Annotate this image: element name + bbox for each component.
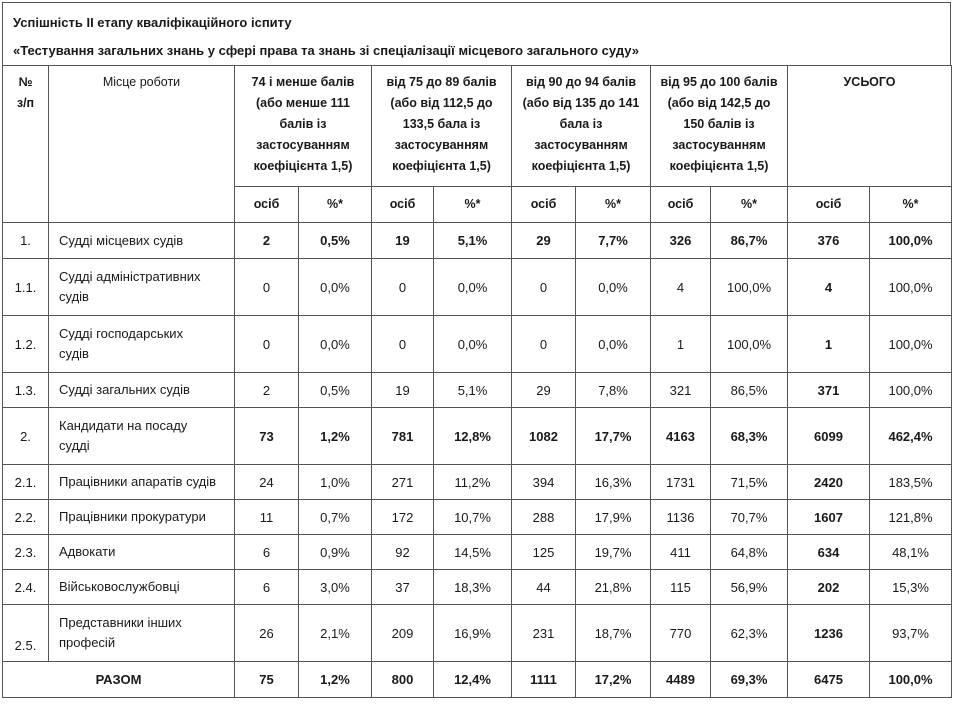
- row-place-line: Кандидати на посаду: [59, 418, 188, 433]
- header-row: [3, 66, 952, 187]
- header-group-line: коефіцієнта 1,5): [253, 159, 353, 173]
- cell-pct: 16,3%: [576, 465, 651, 500]
- header-group-line: від 95 до 100 балів: [660, 75, 778, 89]
- row-index: 2.3.: [3, 535, 49, 570]
- cell-pct: 7,7%: [576, 223, 651, 259]
- cell-count: 2: [235, 223, 299, 259]
- header-group: [788, 66, 952, 187]
- cell-pct: 48,1%: [870, 535, 952, 570]
- total-pct: 12,4%: [434, 662, 512, 698]
- cell-count: 781: [372, 408, 434, 465]
- row-index: 1.1.: [3, 259, 49, 316]
- cell-count: 11: [235, 500, 299, 535]
- cell-pct: 93,7%: [870, 605, 952, 662]
- cell-pct: 70,7%: [711, 500, 788, 535]
- header-group-line: (або від 142,5 до: [667, 96, 771, 110]
- cell-pct: 462,4%: [870, 408, 952, 465]
- subheader-count: осіб: [372, 187, 434, 223]
- cell-pct: 121,8%: [870, 500, 952, 535]
- cell-pct: 0,0%: [434, 259, 512, 316]
- cell-pct: 15,3%: [870, 570, 952, 605]
- subheader-count: осіб: [235, 187, 299, 223]
- cell-pct: 100,0%: [711, 316, 788, 373]
- cell-count: 37: [372, 570, 434, 605]
- total-pct: 17,2%: [576, 662, 651, 698]
- cell-count: 125: [512, 535, 576, 570]
- cell-count: 1082: [512, 408, 576, 465]
- title-line-1: Успішність ІІ етапу кваліфікаційного іспиту: [13, 15, 292, 30]
- cell-count: 4163: [651, 408, 711, 465]
- cell-pct: 5,1%: [434, 373, 512, 408]
- total-pct: 1,2%: [299, 662, 372, 698]
- cell-pct: 71,5%: [711, 465, 788, 500]
- table-row: [3, 259, 952, 316]
- cell-pct: 2,1%: [299, 605, 372, 662]
- table-row: [3, 535, 952, 570]
- total-label: РАЗОМ: [3, 662, 235, 698]
- cell-pct: 86,7%: [711, 223, 788, 259]
- cell-pct: 0,0%: [299, 259, 372, 316]
- header-group-line: УСЬОГО: [843, 75, 896, 89]
- header-group-line: (або від 112,5 до: [390, 96, 493, 110]
- cell-pct: 0,9%: [299, 535, 372, 570]
- header-group-line: застосуванням: [534, 138, 628, 152]
- cell-pct: 10,7%: [434, 500, 512, 535]
- cell-pct: 19,7%: [576, 535, 651, 570]
- header-group-line: бала із: [559, 117, 603, 131]
- subheader-pct: %*: [434, 187, 512, 223]
- row-place: [49, 605, 235, 662]
- cell-count: 0: [512, 259, 576, 316]
- results-table: [2, 65, 952, 698]
- cell-pct: 56,9%: [711, 570, 788, 605]
- cell-count: 6: [235, 535, 299, 570]
- cell-pct: 0,0%: [576, 316, 651, 373]
- cell-count: 4: [788, 259, 870, 316]
- row-index: 2.1.: [3, 465, 49, 500]
- cell-count: 202: [788, 570, 870, 605]
- cell-pct: 7,8%: [576, 373, 651, 408]
- header-group-line: від 90 до 94 балів: [525, 75, 637, 89]
- table-row: [3, 316, 952, 373]
- row-place-line: Представники інших: [59, 615, 182, 630]
- subheader-pct: %*: [870, 187, 952, 223]
- table-row: [3, 570, 952, 605]
- header-group-line: 133,5 бала із: [402, 117, 481, 131]
- cell-pct: 17,9%: [576, 500, 651, 535]
- cell-pct: 5,1%: [434, 223, 512, 259]
- cell-pct: 18,7%: [576, 605, 651, 662]
- total-row: [3, 662, 952, 698]
- header-group-line: (або менше 111: [255, 96, 350, 110]
- cell-count: 6099: [788, 408, 870, 465]
- cell-count: 29: [512, 223, 576, 259]
- title-line-2: «Тестування загальних знань у сфері права та знань зі спеціалізації місцевого загального суду»: [13, 43, 640, 58]
- row-index: 2.5.: [3, 605, 49, 662]
- cell-count: 1607: [788, 500, 870, 535]
- cell-count: 0: [235, 316, 299, 373]
- cell-pct: 86,5%: [711, 373, 788, 408]
- cell-count: 2420: [788, 465, 870, 500]
- header-group-line: застосуванням: [256, 138, 350, 152]
- cell-count: 0: [512, 316, 576, 373]
- cell-count: 271: [372, 465, 434, 500]
- header-place: Місце роботи: [49, 66, 235, 223]
- header-group-line: 74 і менше балів: [251, 75, 355, 89]
- total-count: 6475: [788, 662, 870, 698]
- cell-pct: 183,5%: [870, 465, 952, 500]
- row-place-line: Судді загальних судів: [59, 382, 190, 397]
- cell-count: 2: [235, 373, 299, 408]
- row-place: [49, 535, 235, 570]
- row-place: [49, 465, 235, 500]
- row-place: [49, 259, 235, 316]
- total-count: 800: [372, 662, 434, 698]
- cell-count: 6: [235, 570, 299, 605]
- cell-count: 0: [372, 259, 434, 316]
- cell-count: 172: [372, 500, 434, 535]
- subheader-pct: %*: [711, 187, 788, 223]
- header-group: [651, 66, 788, 187]
- table-row: [3, 465, 952, 500]
- row-place-line: судів: [59, 346, 89, 361]
- row-index: 1.: [3, 223, 49, 259]
- header-group-line: коефіцієнта 1,5): [392, 159, 491, 173]
- cell-pct: 100,0%: [870, 223, 952, 259]
- cell-pct: 100,0%: [870, 316, 952, 373]
- cell-pct: 11,2%: [434, 465, 512, 500]
- cell-count: 1: [651, 316, 711, 373]
- header-index-line: №: [18, 75, 33, 89]
- header-group-line: 150 балів із: [683, 117, 755, 131]
- total-count: 75: [235, 662, 299, 698]
- cell-pct: 14,5%: [434, 535, 512, 570]
- row-place: [49, 316, 235, 373]
- cell-pct: 62,3%: [711, 605, 788, 662]
- cell-count: 321: [651, 373, 711, 408]
- cell-count: 19: [372, 373, 434, 408]
- total-count: 4489: [651, 662, 711, 698]
- cell-count: 376: [788, 223, 870, 259]
- row-index: 1.3.: [3, 373, 49, 408]
- cell-count: 0: [372, 316, 434, 373]
- cell-pct: 100,0%: [870, 259, 952, 316]
- cell-count: 1236: [788, 605, 870, 662]
- cell-count: 634: [788, 535, 870, 570]
- total-count: 1111: [512, 662, 576, 698]
- header-index: [3, 66, 49, 223]
- cell-pct: 68,3%: [711, 408, 788, 465]
- cell-count: 24: [235, 465, 299, 500]
- subheader-pct: %*: [576, 187, 651, 223]
- row-index: 2.: [3, 408, 49, 465]
- row-place-line: Працівники апаратів судів: [59, 474, 217, 489]
- header-group: [235, 66, 372, 187]
- cell-pct: 0,0%: [434, 316, 512, 373]
- header-group-line: застосуванням: [394, 138, 489, 152]
- row-place-line: Судді місцевих судів: [59, 232, 184, 248]
- row-index: 2.4.: [3, 570, 49, 605]
- row-place: [49, 223, 235, 259]
- cell-pct: 16,9%: [434, 605, 512, 662]
- cell-count: 44: [512, 570, 576, 605]
- row-place: [49, 408, 235, 465]
- table-row: [3, 500, 952, 535]
- cell-pct: 1,0%: [299, 465, 372, 500]
- table-row: [3, 373, 952, 408]
- cell-count: 1: [788, 316, 870, 373]
- row-place-line: Адвокати: [59, 544, 116, 559]
- cell-count: 371: [788, 373, 870, 408]
- cell-count: 411: [651, 535, 711, 570]
- subheader-count: осіб: [788, 187, 870, 223]
- table-row: [3, 605, 952, 662]
- cell-count: 19: [372, 223, 434, 259]
- cell-pct: 0,5%: [299, 223, 372, 259]
- subheader-count: осіб: [651, 187, 711, 223]
- cell-count: 29: [512, 373, 576, 408]
- header-group: [372, 66, 512, 187]
- table-row: [3, 408, 952, 465]
- row-place-line: професій: [59, 635, 116, 650]
- row-place-line: Працівники прокуратури: [59, 509, 206, 524]
- header-group-line: застосуванням: [672, 138, 766, 152]
- header-index-line: з/п: [16, 96, 35, 110]
- header-group-line: (або від 135 до 141: [522, 96, 640, 110]
- cell-pct: 0,7%: [299, 500, 372, 535]
- subheader-pct: %*: [299, 187, 372, 223]
- row-index: 2.2.: [3, 500, 49, 535]
- cell-pct: 21,8%: [576, 570, 651, 605]
- row-place: [49, 500, 235, 535]
- row-index: 1.2.: [3, 316, 49, 373]
- row-place-line: судів: [59, 289, 89, 304]
- cell-pct: 12,8%: [434, 408, 512, 465]
- header-group-line: коефіцієнта 1,5): [531, 159, 631, 173]
- cell-pct: 1,2%: [299, 408, 372, 465]
- cell-count: 326: [651, 223, 711, 259]
- cell-count: 115: [651, 570, 711, 605]
- row-place: [49, 570, 235, 605]
- row-place-line: Судді господарських: [59, 326, 184, 341]
- cell-count: 288: [512, 500, 576, 535]
- cell-pct: 0,5%: [299, 373, 372, 408]
- header-group-line: балів із: [279, 117, 327, 131]
- cell-pct: 0,0%: [299, 316, 372, 373]
- row-place-line: судді: [59, 438, 90, 453]
- cell-count: 0: [235, 259, 299, 316]
- cell-count: 209: [372, 605, 434, 662]
- cell-pct: 3,0%: [299, 570, 372, 605]
- table-title: [2, 2, 951, 65]
- row-place-line: Судді адміністративних: [59, 269, 201, 284]
- total-pct: 69,3%: [711, 662, 788, 698]
- cell-pct: 100,0%: [711, 259, 788, 316]
- cell-count: 1731: [651, 465, 711, 500]
- cell-pct: 17,7%: [576, 408, 651, 465]
- row-place: [49, 373, 235, 408]
- cell-pct: 0,0%: [576, 259, 651, 316]
- cell-count: 92: [372, 535, 434, 570]
- cell-count: 1136: [651, 500, 711, 535]
- table-row: [3, 223, 952, 259]
- cell-count: 4: [651, 259, 711, 316]
- row-place-line: Військовослужбовці: [59, 579, 180, 594]
- cell-pct: 100,0%: [870, 373, 952, 408]
- subheader-count: осіб: [512, 187, 576, 223]
- cell-count: 26: [235, 605, 299, 662]
- total-pct: 100,0%: [870, 662, 952, 698]
- header-group: [512, 66, 651, 187]
- header-group-line: коефіцієнта 1,5): [669, 159, 769, 173]
- cell-count: 770: [651, 605, 711, 662]
- cell-count: 231: [512, 605, 576, 662]
- cell-pct: 64,8%: [711, 535, 788, 570]
- header-group-line: від 75 до 89 балів: [386, 75, 497, 89]
- cell-pct: 18,3%: [434, 570, 512, 605]
- cell-count: 394: [512, 465, 576, 500]
- cell-count: 73: [235, 408, 299, 465]
